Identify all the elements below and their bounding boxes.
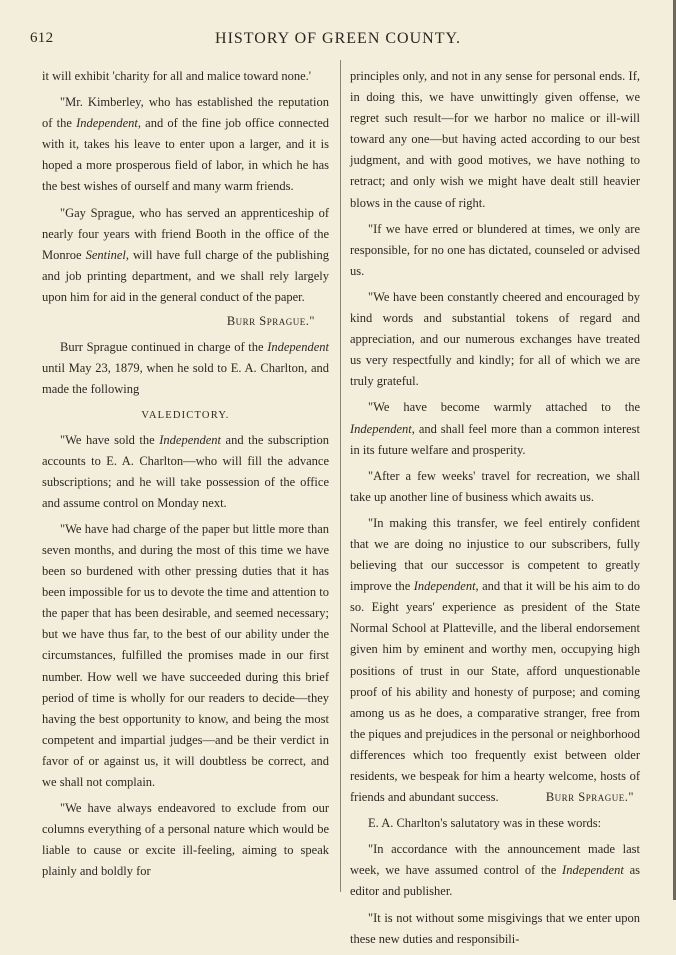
paragraph: "Mr. Kimberley, who has established the reputation of the Independent, and of the fine job office connected with it, takes his leave to enter upon a larger, and it is hoped a more prosperous field of labor, in which he has the best wishes of ourself and many warm friends. [42, 95, 329, 194]
running-title: HISTORY OF GREEN COUNTY. [215, 30, 461, 47]
paragraph: principles only, and not in any sense for personal ends. If, in doing this, we have unwittingly given offense, we regret such result—for we harbor no malice or ill-will toward any one—but having acted according to our best judgment, and with good motives, we have nothing to retract; and only wish we might have dealt still heavier blows in the cause of right. [350, 69, 640, 210]
paragraph: "We have been constantly cheered and encouraged by kind words and substantial tokens of regard and appreciation, and our numerous exchanges have treated us very respectfully and kindly; for all of which we are truly grateful. [350, 289, 640, 389]
paragraph: "In making this transfer, we feel entirely confident that we are doing no injustice to our subscribers, fully believing that our successor is competent to greatly improve the Independent, and that it will be his aim to do so. Eight years' experience as president of the State Normal School at Platteville, and the liberal endorsement given him by eminent and worthy men, occupying high positions of trust in our State, afford unquestionable proof of his ability and honesty of purpose; and coming among us as he does, a comparative stranger, free from the piques and prejudices in the personal or neighborhood differences which too frequently exist between older residents, we bespeak for him a hearty welcome, hosts of friends and abundant success. Burr Sprague." [350, 513, 640, 808]
signature: Burr Sprague." [545, 790, 634, 805]
paragraph: it will exhibit 'charity for all and malice toward none.' [42, 69, 312, 83]
paragraph: "We have become warmly attached to the Independent, and shall feel more than a common interest in its future welfare and prosperity. [350, 400, 640, 457]
section-heading: VALEDICTORY. [141, 410, 230, 422]
signature: Burr Sprague." [226, 314, 315, 329]
paragraph: Burr Sprague continued in charge of the Independent until May 23, 1879, when he sold to E. A. Charlton, and made the following [42, 340, 329, 397]
paragraph: "We have had charge of the paper but little more than seven months, and during the most of this time we have been so burdened with other pressing duties that it has been impossible for us to devote the time and attention to the paper that has been desirable, and seemed necessary; but we have thus far, to the best of our ability under the circumstances, fulfilled the promises made in our first number. How well we have succeeded during this brief period of time is wholly for our readers to decide—they having the best opportunity to know, and being the most competent and impartial judges—and be their verdict in favor of or against us, it will doubtless be correct, and we shall not complain. [42, 521, 329, 789]
right-column [350, 66, 640, 955]
paragraph: "Gay Sprague, who has served an apprenticeship of nearly four years with friend Booth in the office of the Monroe Sentinel, will have full charge of the publishing and job printing department, and we shall rely largely upon him for aid in the general conduct of the paper. [42, 205, 330, 304]
left-column [42, 66, 329, 887]
paragraph: "It is not without some misgivings that we enter upon these new duties and responsibili- [350, 910, 640, 946]
paragraph: "If we have erred or blundered at times, we only are responsible, for no one has dictated, counseled or advised us. [350, 221, 640, 278]
paragraph: "After a few weeks' travel for recreation, we shall take up another line of business which awaits us. [350, 468, 640, 504]
column-divider [340, 60, 341, 892]
paragraph: "In accordance with the announcement made last week, we have assumed control of the Independent as editor and publisher. [350, 842, 640, 899]
page-header [30, 30, 646, 52]
paragraph: "We have always endeavored to exclude from our columns everything of a personal nature which would be liable to cause or excite ill-feeling, aiming to speak plainly and boldly for [42, 801, 329, 879]
paragraph: "We have sold the Independent and the subscription accounts to E. A. Charlton—who will fill the advance subscriptions; and he will take possession of the office and assume control on Monday next. [42, 432, 329, 510]
paragraph: E. A. Charlton's salutatory was in these words: [368, 816, 602, 831]
page-number: 612 [30, 30, 54, 46]
